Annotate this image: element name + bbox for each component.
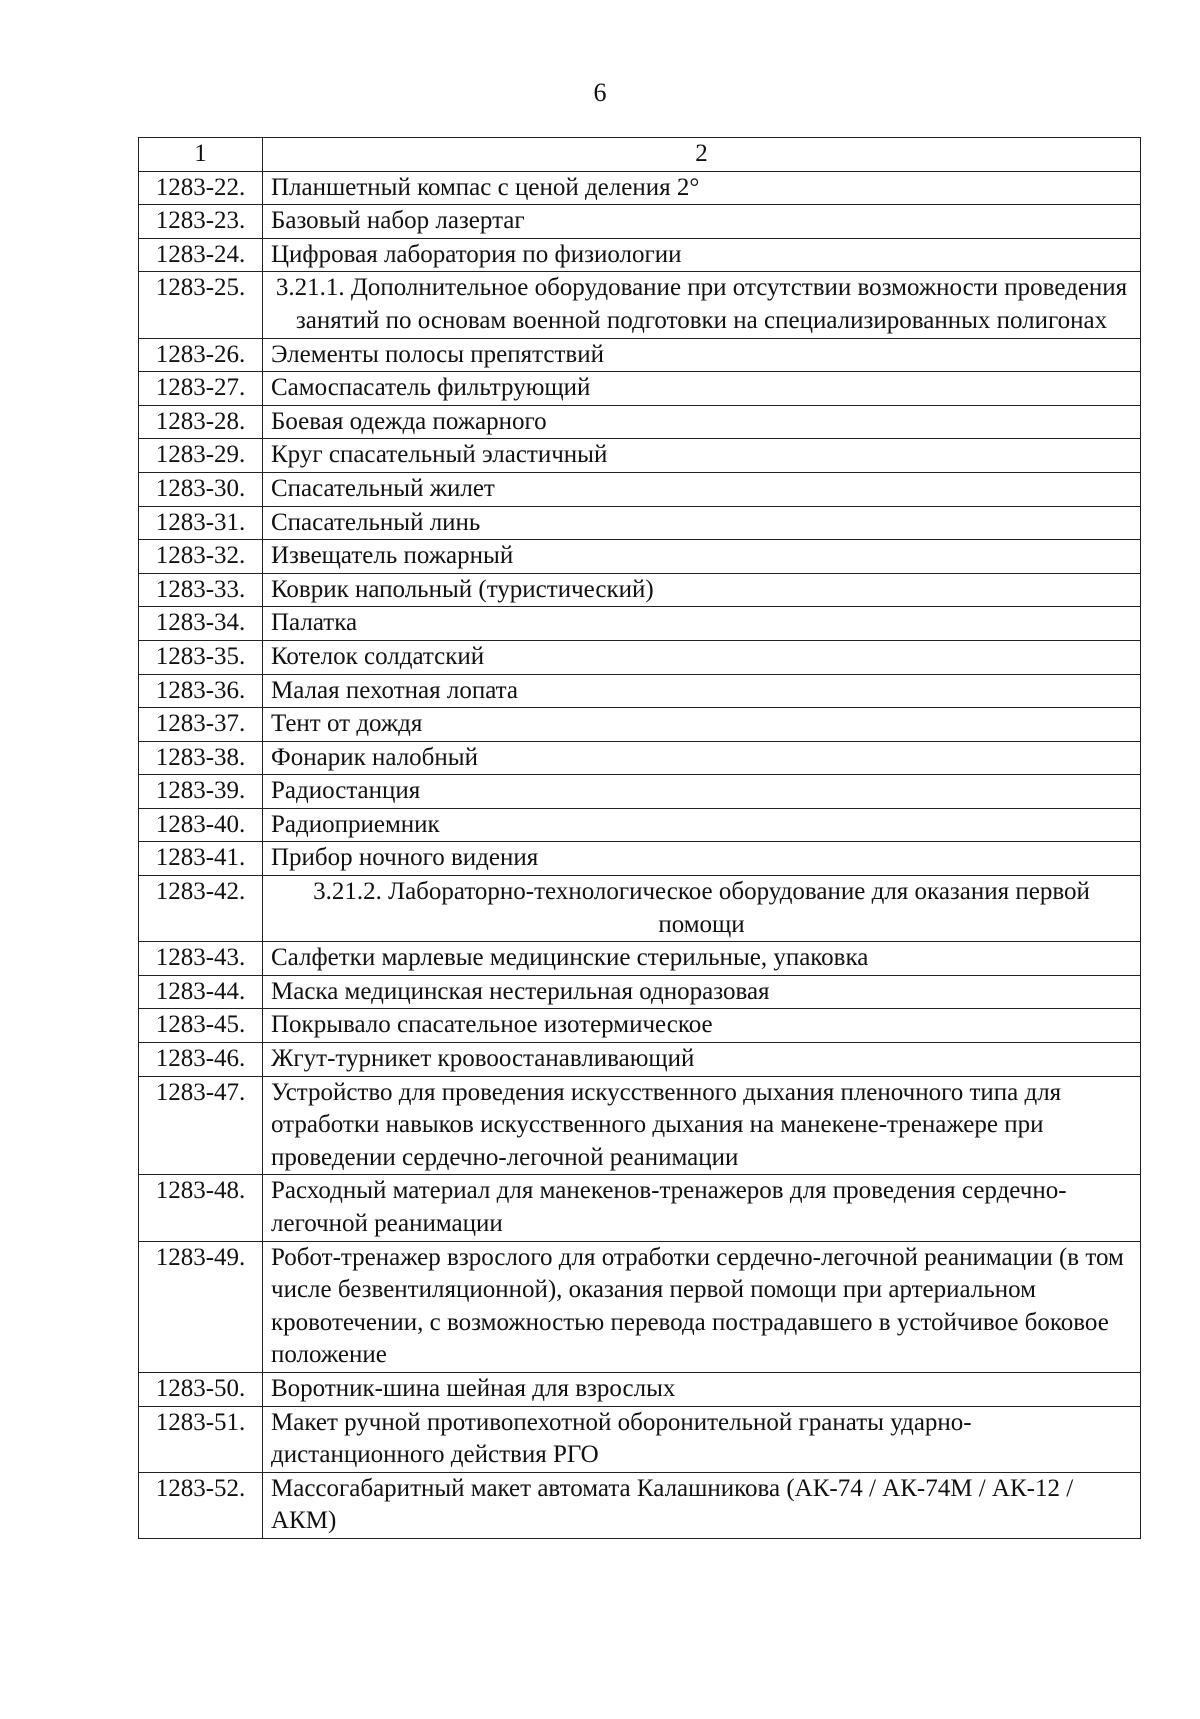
table-row: [139, 506, 1141, 540]
item-name: Самоспасатель фильтрующий: [263, 372, 1141, 406]
item-number: 1283-27.: [139, 372, 263, 406]
item-number: 1283-46.: [139, 1043, 263, 1077]
item-name: Палатка: [263, 607, 1141, 641]
table-row: [139, 205, 1141, 239]
item-name: Спасательный линь: [263, 506, 1141, 540]
item-name: Базовый набор лазертаг: [263, 205, 1141, 239]
item-number: 1283-41.: [139, 842, 263, 876]
table-row: [139, 405, 1141, 439]
item-name: Прибор ночного видения: [263, 842, 1141, 876]
item-number: 1283-44.: [139, 975, 263, 1009]
item-name: Расходный материал для манекенов-тренажеров для проведения сердечно-легочной реанимации: [263, 1175, 1141, 1241]
page-number: 6: [593, 78, 607, 107]
table-row: [139, 1472, 1141, 1538]
item-number: 1283-42.: [139, 876, 263, 942]
item-number: 1283-31.: [139, 506, 263, 540]
section-heading-row: [139, 876, 1141, 942]
section-heading: 3.21.2. Лабораторно-технологическое оборудование для оказания первой помощи: [263, 876, 1141, 942]
table-row: [139, 372, 1141, 406]
table-row: [139, 1241, 1141, 1372]
item-number: 1283-29.: [139, 439, 263, 473]
item-number: 1283-48.: [139, 1175, 263, 1241]
section-heading: 3.21.1. Дополнительное оборудование при отсутствии возможности проведения занятий по основам военной подготовки на специализированных полигонах: [263, 272, 1141, 338]
item-name: Радиостанция: [263, 775, 1141, 809]
item-number: 1283-22.: [139, 171, 263, 205]
item-name: Радиоприемник: [263, 808, 1141, 842]
item-name: Макет ручной противопехотной оборонительной гранаты ударно-дистанционного действия РГО: [263, 1406, 1141, 1472]
table-row: [139, 1372, 1141, 1406]
table-row: [139, 1406, 1141, 1472]
item-number: 1283-26.: [139, 338, 263, 372]
item-number: 1283-38.: [139, 741, 263, 775]
item-name: Тент от дождя: [263, 708, 1141, 742]
item-name: Массогабаритный макет автомата Калашникова (АК-74 / АК-74М / АК-12 / АКМ): [263, 1472, 1141, 1538]
item-name: Круг спасательный эластичный: [263, 439, 1141, 473]
column-header-number: 1: [139, 138, 263, 172]
item-name: Робот-тренажер взрослого для отработки сердечно-легочной реанимации (в том числе безвентиляционной), оказания первой помощи при артериальном кровотечении, с возможностью перевода пострадавшего в устойчивое боковое положение: [263, 1241, 1141, 1372]
table-row: [139, 472, 1141, 506]
item-name: Покрывало спасательное изотермическое: [263, 1009, 1141, 1043]
item-number: 1283-28.: [139, 405, 263, 439]
table-row: [139, 1009, 1141, 1043]
item-name: Элементы полосы препятствий: [263, 338, 1141, 372]
table-row: [139, 708, 1141, 742]
table-row: [139, 741, 1141, 775]
item-name: Жгут-турникет кровоостанавливающий: [263, 1043, 1141, 1077]
table-row: [139, 1043, 1141, 1077]
item-name: Планшетный компас с ценой деления 2°: [263, 171, 1141, 205]
item-number: 1283-32.: [139, 540, 263, 574]
table-row: [139, 1076, 1141, 1175]
table-header-row: [139, 138, 1141, 172]
item-name: Устройство для проведения искусственного дыхания пленочного типа для отработки навыков искусственного дыхания на манекене-тренажере при проведении сердечно-легочной реанимации: [263, 1076, 1141, 1175]
item-name: Фонарик налобный: [263, 741, 1141, 775]
item-number: 1283-24.: [139, 238, 263, 272]
item-number: 1283-35.: [139, 640, 263, 674]
table-row: [139, 808, 1141, 842]
item-number: 1283-33.: [139, 573, 263, 607]
item-number: 1283-37.: [139, 708, 263, 742]
item-name: Извещатель пожарный: [263, 540, 1141, 574]
item-name: Боевая одежда пожарного: [263, 405, 1141, 439]
item-name: Котелок солдатский: [263, 640, 1141, 674]
item-name: Маска медицинская нестерильная одноразовая: [263, 975, 1141, 1009]
item-number: 1283-40.: [139, 808, 263, 842]
item-number: 1283-50.: [139, 1372, 263, 1406]
table-row: [139, 640, 1141, 674]
item-name: Коврик напольный (туристический): [263, 573, 1141, 607]
item-number: 1283-23.: [139, 205, 263, 239]
item-number: 1283-39.: [139, 775, 263, 809]
item-name: Салфетки марлевые медицинские стерильные, упаковка: [263, 942, 1141, 976]
section-heading-row: [139, 272, 1141, 338]
equipment-table: [138, 137, 1141, 1539]
table-row: [139, 540, 1141, 574]
table-row: [139, 942, 1141, 976]
item-number: 1283-43.: [139, 942, 263, 976]
item-name: Малая пехотная лопата: [263, 674, 1141, 708]
table-row: [139, 171, 1141, 205]
item-number: 1283-30.: [139, 472, 263, 506]
table-row: [139, 607, 1141, 641]
table-row: [139, 573, 1141, 607]
item-number: 1283-34.: [139, 607, 263, 641]
table-row: [139, 1175, 1141, 1241]
table-row: [139, 775, 1141, 809]
table-row: [139, 338, 1141, 372]
item-name: Воротник-шина шейная для взрослых: [263, 1372, 1141, 1406]
table-body: [139, 171, 1141, 1538]
table-row: [139, 439, 1141, 473]
item-number: 1283-36.: [139, 674, 263, 708]
item-number: 1283-47.: [139, 1076, 263, 1175]
table-row: [139, 674, 1141, 708]
item-number: 1283-25.: [139, 272, 263, 338]
item-number: 1283-49.: [139, 1241, 263, 1372]
table-row: [139, 238, 1141, 272]
table-row: [139, 842, 1141, 876]
item-number: 1283-52.: [139, 1472, 263, 1538]
item-name: Цифровая лаборатория по физиологии: [263, 238, 1141, 272]
item-name: Спасательный жилет: [263, 472, 1141, 506]
item-number: 1283-51.: [139, 1406, 263, 1472]
table-row: [139, 975, 1141, 1009]
item-number: 1283-45.: [139, 1009, 263, 1043]
column-header-name: 2: [263, 138, 1141, 172]
